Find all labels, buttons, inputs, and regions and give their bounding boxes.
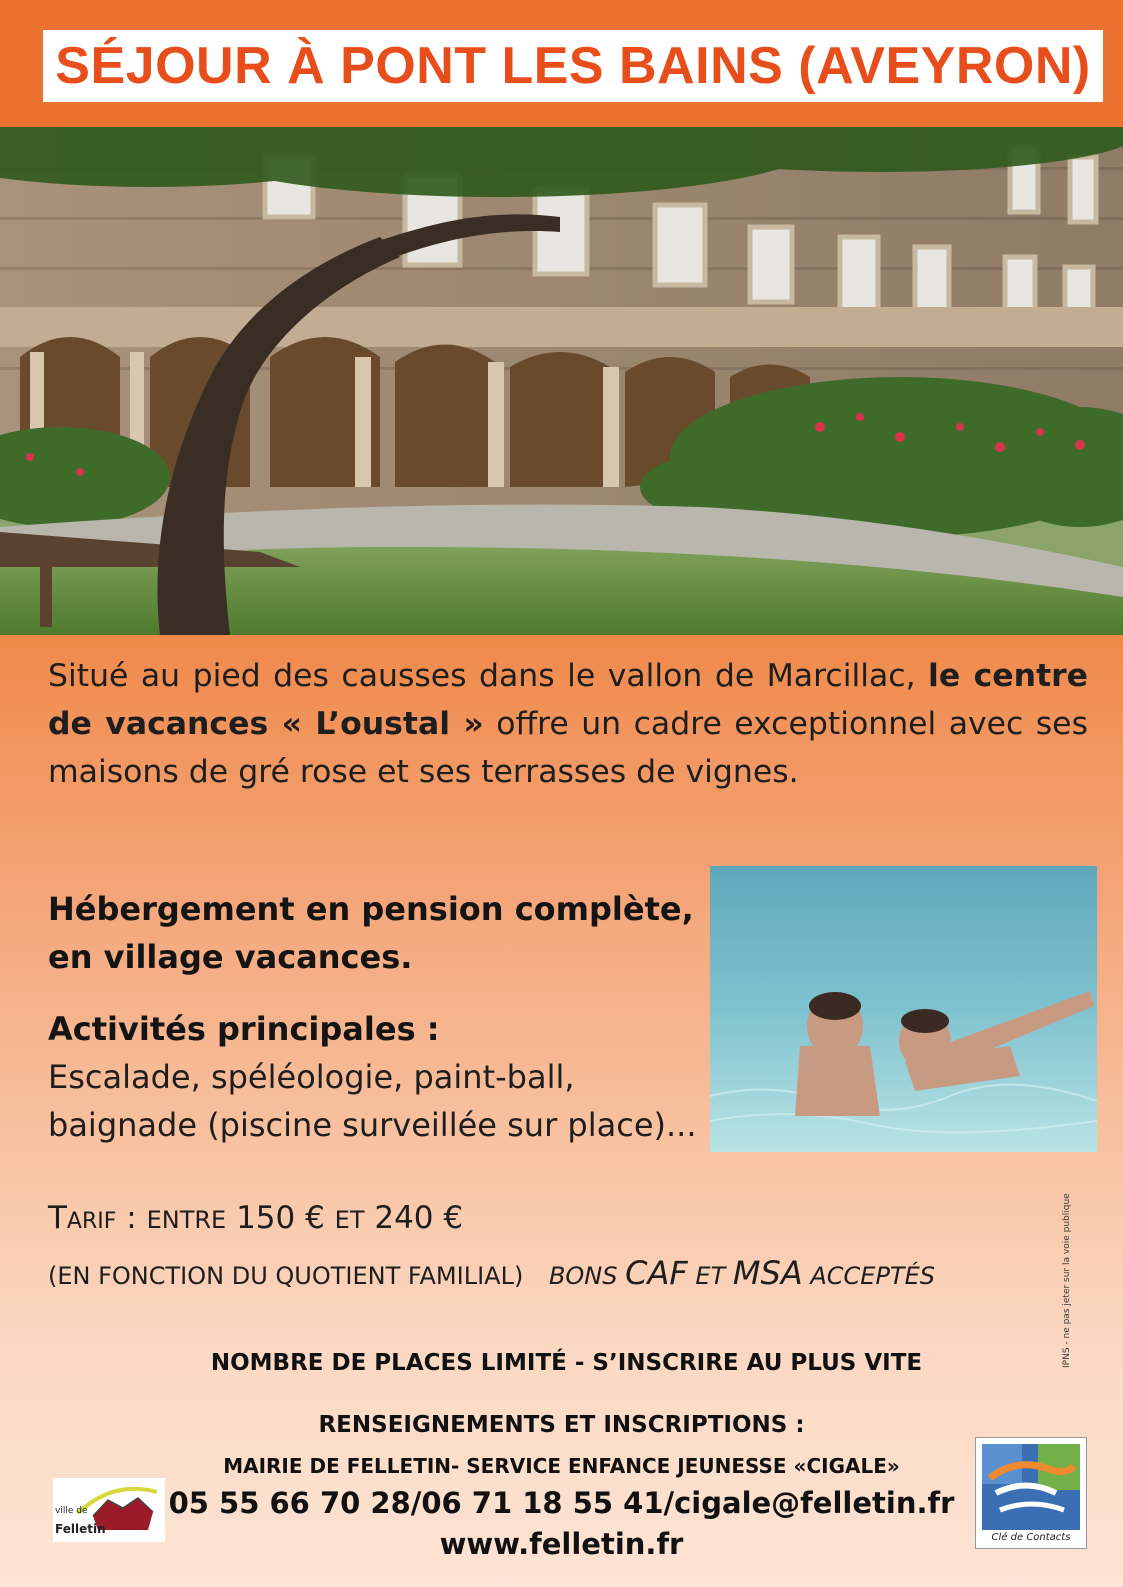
contact-line: 05 55 66 70 28/06 71 18 55 41/cigale@felletin.fr (168, 1486, 955, 1520)
activites-list (48, 1053, 708, 1149)
title-box (43, 30, 1103, 102)
tarif-note: (EN FONCTION DU QUOTIENT FAMILIAL) (48, 1262, 524, 1290)
msa-label: MSA (732, 1254, 803, 1292)
felletin-logo-small: ville de (55, 1506, 88, 1516)
cle-de-contacts-logo (975, 1437, 1087, 1549)
felletin-logo-name: Felletin (55, 1522, 106, 1536)
bons-label: BONS (548, 1262, 618, 1290)
intro-text-2: offre un cadre exceptionnel avec ses maisons de gré rose et ses terrasses de vignes. (48, 706, 1088, 790)
acceptes-label: ACCEPTÉS (810, 1262, 935, 1290)
intro-bold-text: le centre de vacances « L’oustal » (48, 658, 1089, 742)
activites-line-2: baignade (piscine surveillée sur place)... (48, 1106, 697, 1144)
tarif-note-line (48, 1254, 935, 1292)
mairie-line: MAIRIE DE FELLETIN- SERVICE ENFANCE JEUNESSE «CIGALE» (223, 1454, 900, 1478)
cle-logo-name: Clé de Contacts (991, 1532, 1071, 1543)
tarif-label: Tarif : (48, 1200, 147, 1236)
tarif-entre: ENTRE (146, 1206, 227, 1234)
page-title: SÉJOUR À PONT LES BAINS (AVEYRON) (55, 37, 1091, 95)
tarif-min: 150 € (236, 1200, 325, 1236)
hebergement-line-2: en village vacances. (48, 938, 413, 976)
felletin-logo (53, 1478, 165, 1542)
ipns-note: IPNS - ne pas jeter sur la voie publique (1062, 1193, 1072, 1368)
et-label: ET (695, 1262, 726, 1290)
swimming-photo (710, 866, 1097, 1152)
places-limitees: NOMBRE DE PLACES LIMITÉ - S’INSCRIRE AU PLUS VITE (210, 1350, 923, 1376)
hero-photo-building (0, 127, 1123, 635)
tarif-max: 240 € (374, 1200, 464, 1236)
bons-acceptes (548, 1254, 935, 1292)
tarif-line (48, 1200, 463, 1236)
renseignements-title: RENSEIGNEMENTS ET INSCRIPTIONS : (318, 1412, 805, 1438)
caf-label: CAF (625, 1254, 688, 1292)
hebergement-line-1: Hébergement en pension complète, (48, 890, 694, 928)
hebergement-block (48, 885, 708, 981)
tarif-et: ET (334, 1206, 365, 1234)
intro-paragraph (48, 652, 1088, 796)
activites-line-1: Escalade, spéléologie, paint-ball, (48, 1058, 575, 1096)
website-link[interactable]: www.felletin.fr (439, 1527, 684, 1561)
intro-text-1: Situé au pied des causses dans le vallon de Marcillac, (48, 658, 916, 694)
activites-title: Activités principales : (48, 1010, 440, 1048)
